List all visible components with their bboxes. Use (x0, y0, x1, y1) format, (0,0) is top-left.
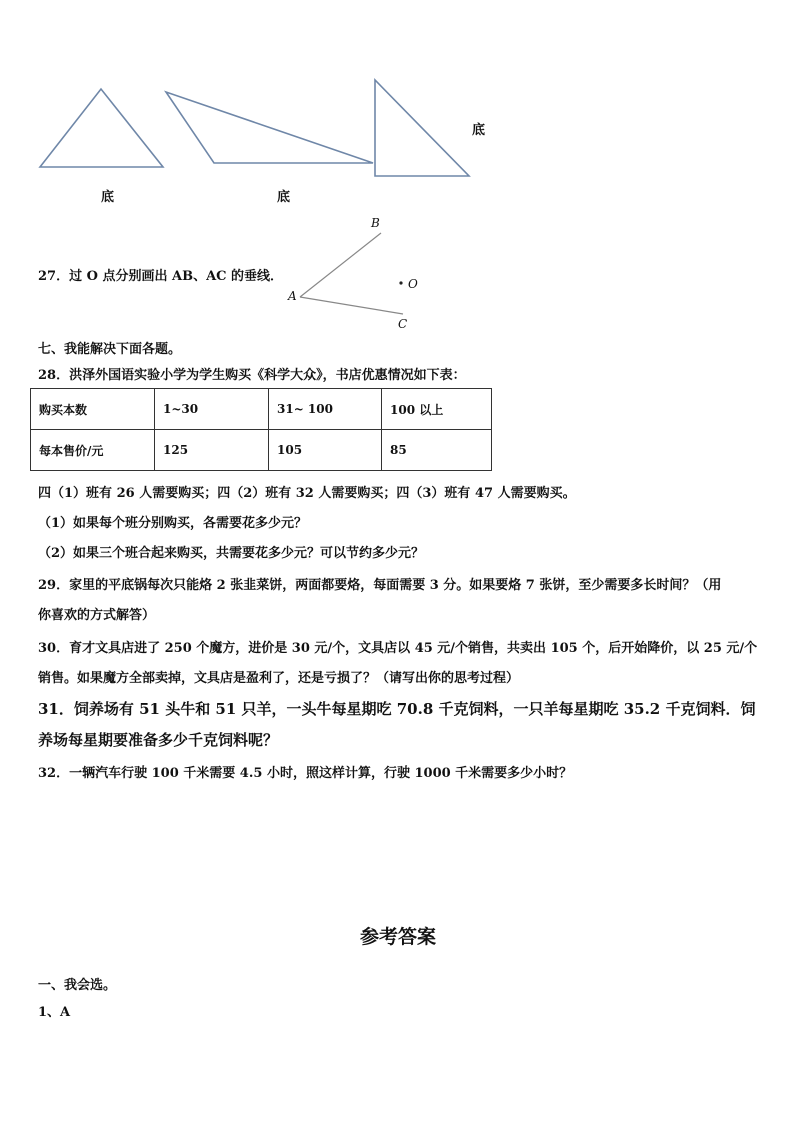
table-cell: 85 (382, 430, 492, 471)
ray-ab (300, 233, 381, 297)
question-30-line1: 30．育才文具店进了 250 个魔方，进价是 30 元/个，文具店以 45 元/个销售，共卖出 105 个，后开始降价，以 25 元/个 (38, 641, 758, 656)
table-row (31, 430, 492, 471)
question-32: 32．一辆汽车行驶 100 千米需要 4.5 小时，照这样计算，行驶 1000 千米需要多少小时？ (38, 766, 573, 781)
table-cell: 每本售价/元 (31, 430, 155, 471)
table-cell: 31~ 100 (269, 389, 382, 430)
question-31-line1: 31．饲养场有 51 头牛和 51 只羊，一头牛每星期吃 70.8 千克饲料，一只羊每星期吃 35.2 千克饲料．饲 (38, 700, 756, 718)
table-cell: 105 (269, 430, 382, 471)
triangle-2-base-label: 底 (277, 190, 291, 205)
table-cell: 100 以上 (382, 389, 492, 430)
question-29-line2: 你喜欢的方式解答） (38, 608, 156, 623)
table-row (31, 389, 492, 430)
question-27: 27．过 O 点分别画出 AB、AC 的垂线． (38, 269, 284, 284)
table-cell: 购买本数 (31, 389, 155, 430)
question-30-line2: 销售。如果魔方全部卖掉，文具店是盈利了，还是亏损了？（请写出你的思考过程） (38, 671, 520, 686)
answer-title: 参考答案 (360, 926, 437, 948)
section-7-heading: 七、我能解决下面各题。 (38, 342, 182, 357)
question-31-line2: 养场每星期要准备多少千克饲料呢？ (38, 731, 279, 749)
triangle-3-base-label: 底 (472, 123, 486, 138)
point-a-label: A (288, 289, 297, 303)
question-29-line1: 29．家里的平底锅每次只能烙 2 张韭菜饼，两面都要烙，每面需要 3 分。如果要烙 7 张饼，至少需要多长时间？（用 (38, 578, 722, 593)
question-28: 28．洪泽外国语实验小学为学生购买《科学大众》，书店优惠情况如下表： (38, 368, 466, 383)
question-28-sub1: （1）如果每个班分别购买，各需要花多少元？ (38, 516, 308, 531)
point-o (399, 281, 402, 284)
question-28-info: 四（1）班有 26 人需要购买；四（2）班有 32 人需要购买；四（3）班有 47 人需要购买。 (38, 486, 576, 501)
table-cell: 125 (155, 430, 269, 471)
triangle-1-base-label: 底 (101, 190, 115, 205)
ray-ac (300, 297, 403, 314)
angle-figure (0, 0, 794, 340)
point-o-label: O (408, 277, 418, 291)
answer-section-1: 一、我会选。 (38, 978, 117, 993)
price-table (30, 388, 492, 471)
answer-1: 1、A (38, 1005, 71, 1020)
table-cell: 1~30 (155, 389, 269, 430)
question-28-sub2: （2）如果三个班合起来购买，共需要花多少元？可以节约多少元？ (38, 546, 425, 561)
point-c-label: C (398, 317, 408, 331)
point-b-label: B (371, 216, 380, 230)
